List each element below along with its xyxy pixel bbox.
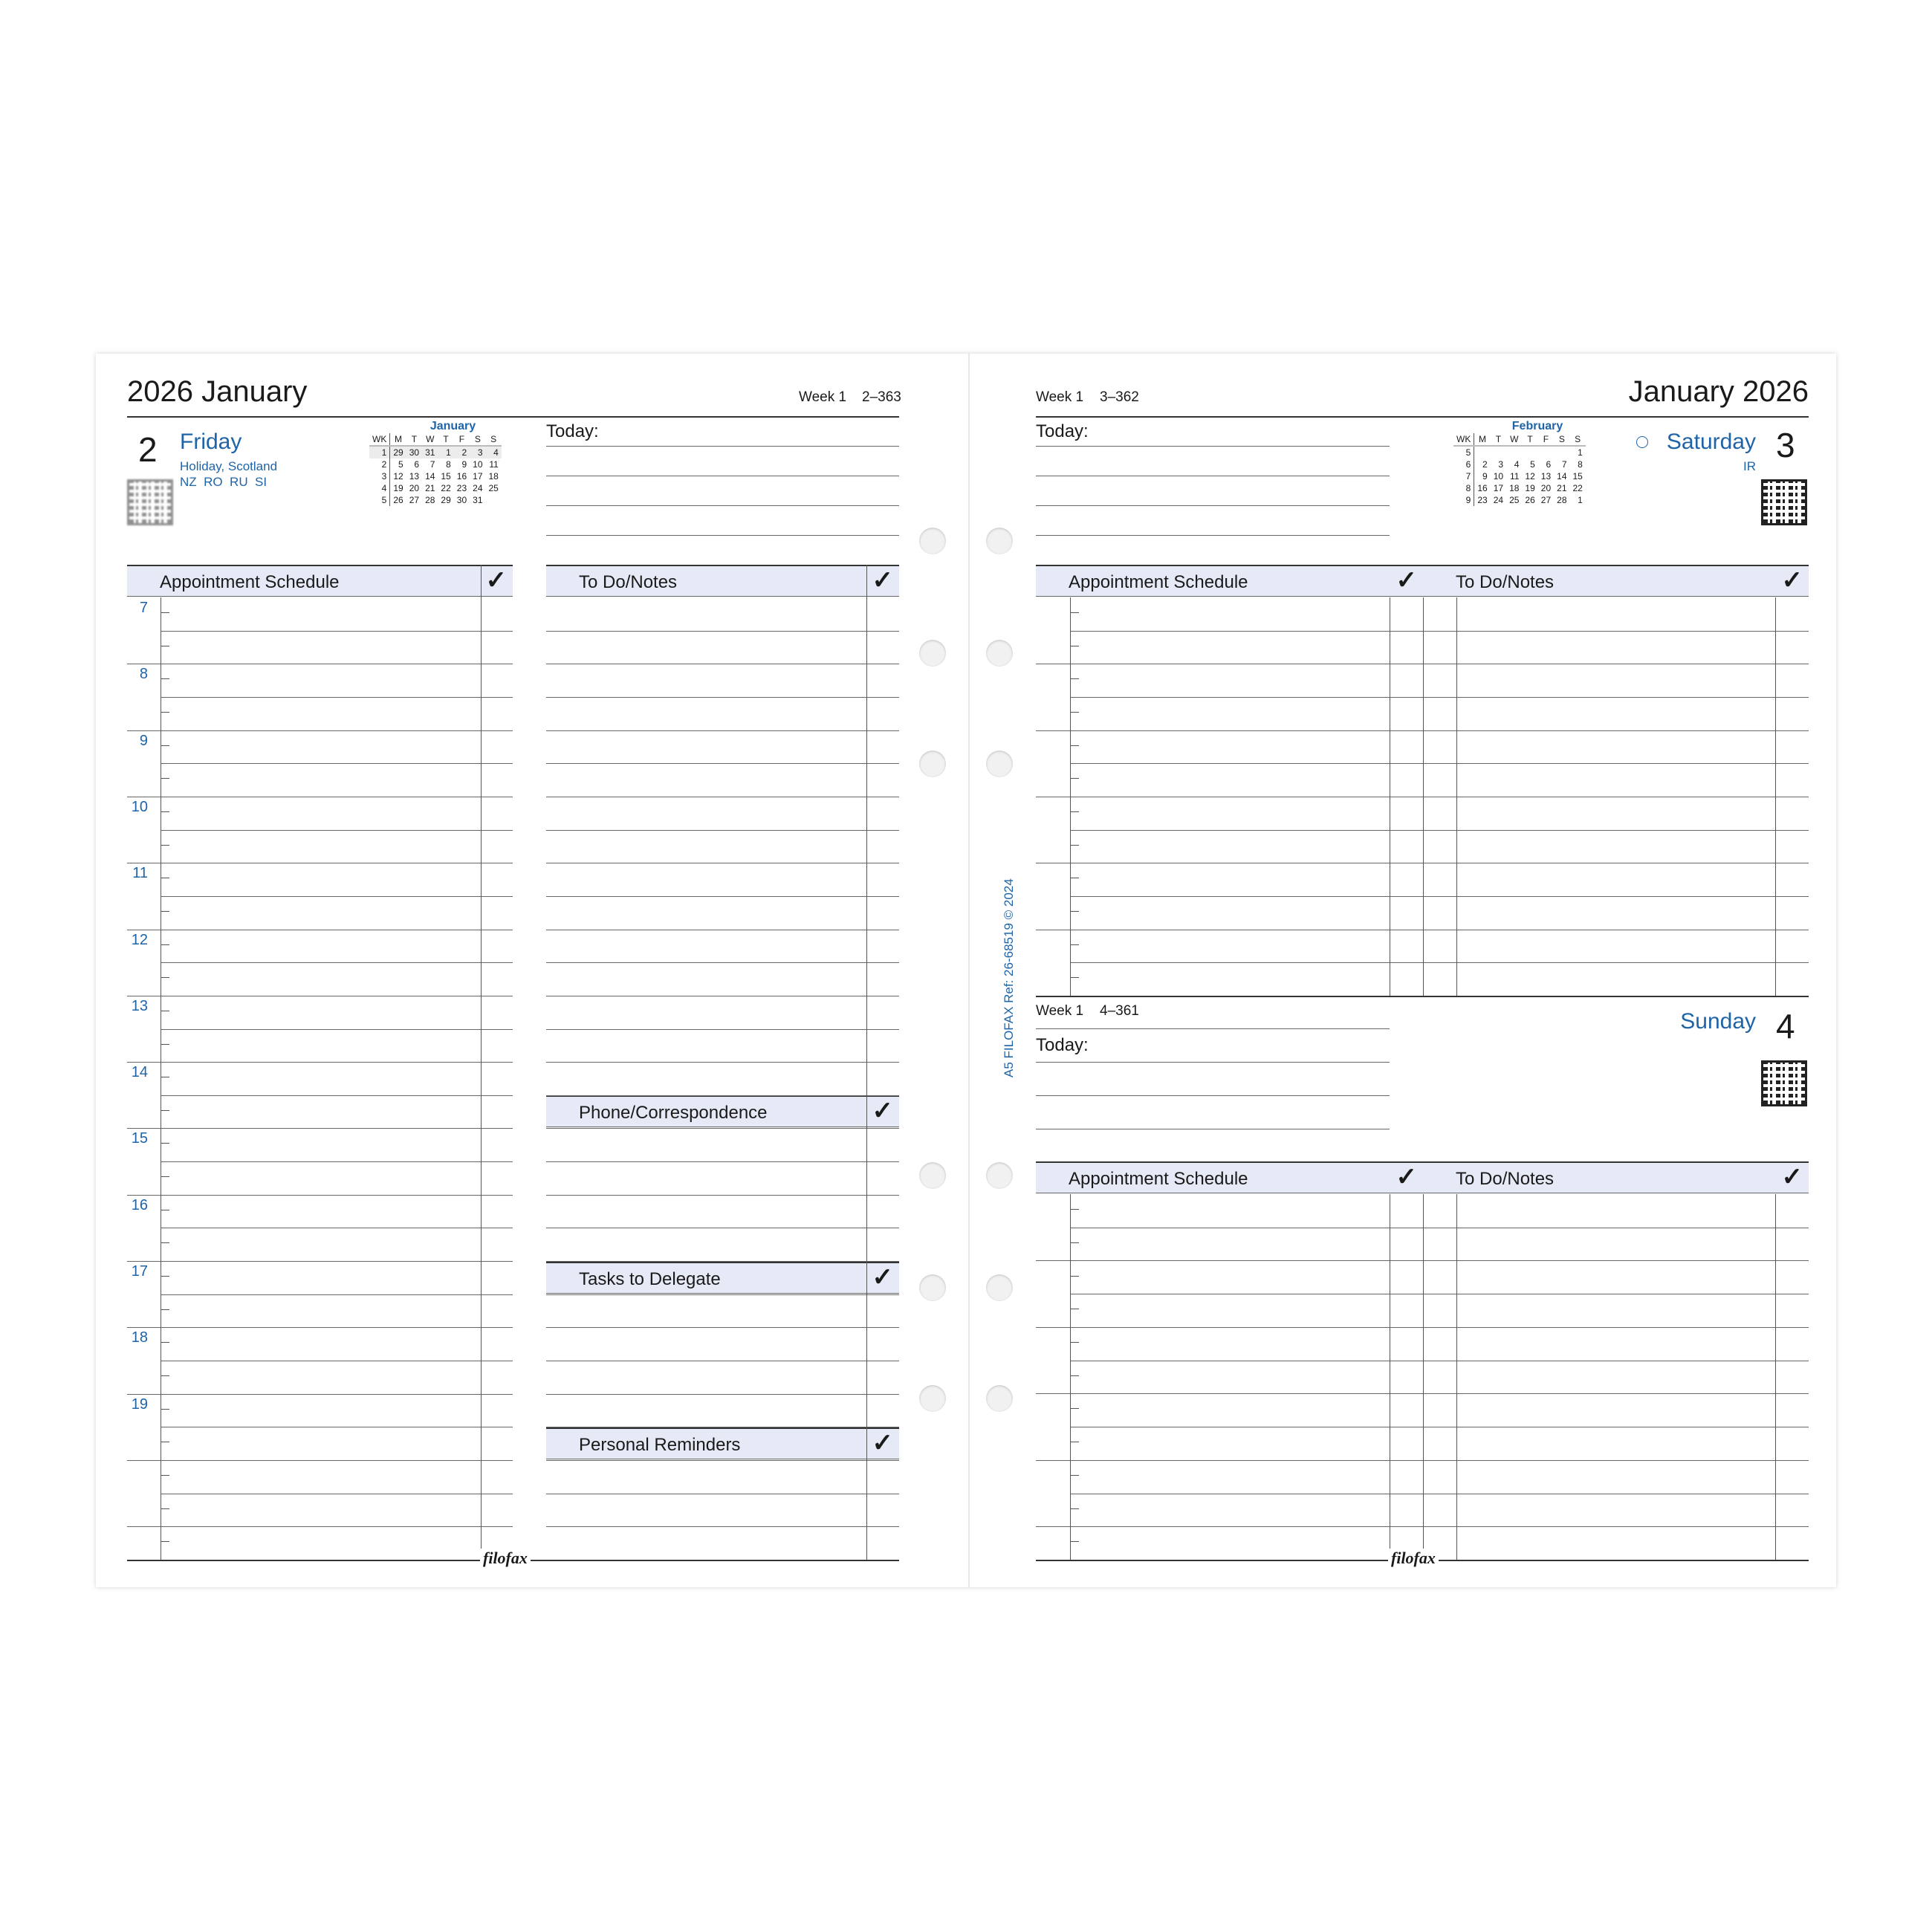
punch-hole (986, 1162, 1013, 1189)
todo-notes-header (1423, 565, 1809, 597)
check-icon: ✓ (1781, 1163, 1803, 1191)
calendar-day[interactable]: 21 (1557, 483, 1567, 493)
todo-row-line (546, 697, 899, 698)
calendar-day[interactable]: 2 (1482, 459, 1488, 470)
hour-label: 11 (132, 865, 148, 881)
today-line (546, 505, 899, 506)
half-hour-dash (161, 778, 169, 779)
calendar-day[interactable]: 28 (425, 495, 435, 505)
holiday-text: Holiday, Scotland (180, 459, 278, 473)
row-line (1036, 1460, 1809, 1461)
calendar-day[interactable]: 16 (456, 471, 467, 482)
calendar-day[interactable]: 1 (438, 446, 453, 458)
weekday-header: S (1554, 433, 1569, 446)
calendar-day[interactable] (1491, 446, 1506, 458)
todo-row-line (546, 1029, 899, 1030)
appointment-row-line (127, 1195, 513, 1196)
hour-label: 15 (131, 1130, 148, 1147)
half-hour-dash (161, 811, 169, 812)
tasks-to-delegate-header (546, 1262, 899, 1294)
todo-row-line (546, 1327, 899, 1328)
today-line (546, 535, 899, 536)
calendar-day[interactable]: 21 (425, 483, 435, 493)
today-line (1036, 1095, 1390, 1096)
phone-correspondence-header (546, 1095, 899, 1127)
todo-row-line (546, 962, 899, 963)
calendar-day[interactable]: 7 (429, 459, 435, 470)
row-line (1036, 730, 1809, 731)
row-line (1036, 1260, 1809, 1261)
half-hour-dash (1070, 1475, 1079, 1476)
appointment-row-line (161, 1294, 513, 1295)
row-line (1070, 962, 1809, 963)
hour-label: 12 (131, 932, 148, 948)
weekday-header: S (470, 433, 485, 446)
half-hour-dash (161, 1110, 169, 1111)
section-rule (1036, 996, 1809, 997)
appointment-row-line (127, 1394, 513, 1395)
holiday-countries: IR (1743, 459, 1756, 473)
calendar-day[interactable]: 23 (456, 483, 467, 493)
punch-hole (986, 528, 1013, 554)
column-line (1070, 1194, 1071, 1560)
appointment-schedule-label: Appointment Schedule (160, 572, 340, 592)
half-hour-dash (161, 1475, 169, 1476)
weekday-header: S (1570, 433, 1586, 446)
appointment-schedule-header (1036, 1161, 1423, 1193)
right-week-label: Week 1 (1036, 389, 1084, 405)
calendar-day[interactable]: 12 (393, 471, 403, 482)
today-line (546, 446, 899, 447)
appointment-row-line (127, 1327, 513, 1328)
punch-hole (986, 1274, 1013, 1301)
appointment-row-line (127, 1261, 513, 1262)
day-name: Saturday (1666, 429, 1756, 454)
half-hour-dash (1070, 745, 1079, 746)
planner-spread (96, 354, 1836, 1587)
hour-label: 13 (131, 998, 148, 1014)
calendar-day[interactable]: 22 (441, 483, 451, 493)
week-number[interactable]: 7 (1453, 470, 1474, 482)
day-name: Sunday (1680, 1009, 1756, 1034)
half-hour-dash (1070, 811, 1079, 812)
today-line (1036, 535, 1390, 536)
calendar-day[interactable]: 26 (1525, 495, 1535, 505)
appointment-row-line (127, 1128, 513, 1129)
mini-calendar-february (1453, 420, 1599, 506)
todo-row-line (546, 763, 899, 764)
punch-hole (919, 528, 946, 554)
calendar-day[interactable]: 27 (1540, 495, 1552, 505)
half-hour-dash (1070, 1276, 1079, 1277)
calendar-day[interactable]: 26 (393, 495, 403, 505)
half-hour-dash (1070, 845, 1079, 846)
half-hour-dash (161, 712, 169, 713)
check-icon: ✓ (1781, 566, 1803, 594)
appointment-row-line (161, 962, 513, 963)
mini-calendar-month: January (429, 420, 476, 432)
appointment-row-line (161, 1095, 513, 1096)
half-hour-dash (161, 1276, 169, 1277)
weekday-header: T (1491, 433, 1506, 446)
calendar-day[interactable]: 11 (1509, 471, 1520, 482)
calendar-day[interactable]: 18 (1509, 483, 1520, 493)
appointment-schedule-label: Appointment Schedule (1069, 572, 1248, 592)
hour-label: 8 (139, 666, 148, 682)
calendar-day[interactable]: 3 (1498, 459, 1504, 470)
half-hour-dash (1070, 778, 1079, 779)
calendar-day[interactable]: 31 (473, 495, 483, 505)
hour-label: 17 (131, 1263, 148, 1280)
appointment-schedule-header (1036, 565, 1423, 597)
todo-row-line (546, 1062, 899, 1063)
qr-code-icon (1761, 1060, 1807, 1106)
half-hour-dash (161, 1242, 169, 1243)
todo-row-line (546, 1161, 899, 1162)
hour-label: 7 (139, 600, 148, 616)
calendar-day[interactable]: 3 (470, 446, 485, 458)
todo-row-line (546, 1095, 899, 1096)
personal-reminders-label: Personal Reminders (579, 1435, 741, 1455)
hour-label: 10 (131, 799, 148, 815)
calendar-day[interactable]: 14 (425, 471, 435, 482)
hour-label: 9 (139, 733, 148, 749)
appointment-row-line (161, 763, 513, 764)
calendar-day[interactable]: 15 (441, 471, 451, 482)
check-icon: ✓ (872, 1263, 893, 1291)
half-hour-dash (161, 911, 169, 912)
check-icon: ✓ (1395, 566, 1417, 594)
day-name: Friday (180, 429, 242, 454)
calendar-day[interactable] (1538, 446, 1554, 458)
calendar-day[interactable]: 14 (1557, 471, 1567, 482)
todo-notes-label: To Do/Notes (1456, 1169, 1555, 1189)
half-hour-dash (161, 1508, 169, 1509)
appointment-row-line (127, 730, 513, 731)
calendar-day[interactable]: 19 (393, 483, 403, 493)
punch-hole (919, 640, 946, 667)
half-hour-dash (161, 1176, 169, 1177)
half-hour-dash (1070, 712, 1079, 713)
calendar-day[interactable]: 15 (1572, 471, 1583, 482)
week-number[interactable]: 5 (1453, 446, 1474, 458)
left-week-label: Week 1 (799, 389, 847, 405)
check-column-line (481, 565, 482, 1560)
row-line (1070, 763, 1809, 764)
filofax-logo: filofax (480, 1549, 531, 1568)
calendar-day[interactable]: 19 (1525, 483, 1535, 493)
right-daycount: 3–362 (1100, 389, 1139, 405)
appointment-schedule-header (127, 565, 513, 597)
personal-reminders-header (546, 1427, 899, 1459)
half-hour-dash (161, 1409, 169, 1410)
calendar-day[interactable]: 8 (446, 459, 451, 470)
todo-row-line (546, 1460, 899, 1461)
half-hour-dash (1070, 678, 1079, 679)
check-icon: ✓ (1395, 1163, 1417, 1191)
mini-calendar-january (369, 420, 514, 506)
check-icon: ✓ (872, 566, 893, 594)
appointment-row-line (161, 830, 513, 831)
todo-notes-header (1423, 1161, 1809, 1193)
half-hour-dash (1070, 977, 1079, 978)
qr-code-icon (1761, 479, 1807, 525)
hour-label: 14 (131, 1064, 148, 1080)
todo-row-line (546, 1261, 899, 1262)
calendar-day[interactable]: 8 (1578, 459, 1583, 470)
mini-calendar-month: February (1511, 420, 1563, 432)
calendar-day[interactable] (1554, 446, 1569, 458)
half-hour-dash (161, 1044, 169, 1045)
calendar-day[interactable]: 6 (1546, 459, 1552, 470)
right-page-title: January 2026 (1628, 375, 1809, 408)
calendar-day[interactable] (1522, 446, 1537, 458)
column-line (1456, 597, 1457, 996)
week-number[interactable]: 5 (369, 494, 390, 506)
week-number[interactable]: 9 (1453, 494, 1474, 506)
todo-row-line (546, 730, 899, 731)
row-line (1070, 896, 1809, 897)
calendar-day[interactable]: 25 (488, 483, 499, 493)
weekday-header: F (454, 433, 470, 446)
calendar-day[interactable]: 2 (454, 446, 470, 458)
calendar-day[interactable]: 24 (1493, 495, 1504, 505)
column-line (1775, 597, 1776, 996)
todo-row-line (546, 1526, 899, 1527)
appointment-row-line (161, 1029, 513, 1030)
column-line (1423, 1194, 1424, 1560)
row-line (1070, 697, 1809, 698)
half-hour-dash (161, 1309, 169, 1310)
half-hour-dash (161, 1342, 169, 1343)
row-line (1036, 1526, 1809, 1527)
punch-hole (986, 1385, 1013, 1412)
qr-code-icon (127, 479, 173, 525)
week-number[interactable]: 1 (369, 446, 390, 458)
today-line (1036, 446, 1390, 447)
column-line (1070, 597, 1071, 996)
weekday-header: S (486, 433, 502, 446)
calendar-day[interactable]: 9 (1482, 471, 1488, 482)
calendar-day[interactable]: 29 (390, 446, 406, 458)
check-icon: ✓ (872, 1429, 893, 1457)
todo-notes-label: To Do/Notes (1456, 572, 1555, 592)
sunday-daycount: 4–361 (1100, 1003, 1139, 1019)
calendar-day[interactable]: 13 (1540, 471, 1552, 482)
calendar-day[interactable]: 1 (1578, 495, 1583, 505)
appointment-row-line (161, 896, 513, 897)
calendar-day[interactable]: 27 (409, 495, 420, 505)
todo-row-line (546, 1294, 899, 1295)
calendar-day[interactable]: 17 (473, 471, 483, 482)
weekday-header: F (1538, 433, 1554, 446)
hour-label: 19 (131, 1396, 148, 1413)
appointment-row-line (127, 1526, 513, 1527)
calendar-day[interactable]: 12 (1525, 471, 1535, 482)
calendar-day[interactable]: 30 (456, 495, 467, 505)
hour-label: 18 (131, 1329, 148, 1346)
today-line (1036, 1062, 1390, 1063)
half-hour-dash (1070, 1209, 1079, 1210)
todo-row-line (546, 1195, 899, 1196)
todo-notes-label: To Do/Notes (579, 572, 678, 592)
calendar-day[interactable]: 11 (489, 459, 499, 470)
weekday-header: M (1474, 433, 1491, 446)
mini-calendar-grid (1453, 433, 1586, 506)
todo-row-line (546, 830, 899, 831)
holiday-countries: NZ RO RU SI (180, 475, 268, 489)
calendar-day[interactable]: 4 (1514, 459, 1520, 470)
half-hour-dash (161, 745, 169, 746)
weekday-header: M (390, 433, 406, 446)
calendar-day[interactable]: 10 (473, 459, 483, 470)
half-hour-dash (161, 977, 169, 978)
check-icon: ✓ (485, 566, 507, 594)
sunday-week-label: Week 1 (1036, 1003, 1084, 1019)
mini-calendar-grid (369, 433, 502, 506)
week-number[interactable]: 8 (1453, 482, 1474, 494)
appointment-schedule-label: Appointment Schedule (1069, 1169, 1248, 1189)
calendar-day[interactable]: 20 (409, 483, 420, 493)
week-number[interactable]: 2 (369, 458, 390, 470)
calendar-day[interactable]: 29 (441, 495, 451, 505)
calendar-day[interactable]: 25 (1509, 495, 1520, 505)
left-page-title: 2026 January (127, 375, 308, 408)
day-number: 3 (1776, 426, 1795, 464)
half-hour-dash (1070, 1541, 1079, 1542)
weekday-header: T (438, 433, 453, 446)
half-hour-dash (1070, 1508, 1079, 1509)
calendar-day[interactable]: 5 (1530, 459, 1535, 470)
column-line (1775, 1194, 1776, 1560)
today-label: Today: (1036, 421, 1089, 441)
today-line (1036, 505, 1390, 506)
half-hour-dash (161, 845, 169, 846)
calendar-day[interactable]: 23 (1477, 495, 1488, 505)
today-label: Today: (546, 421, 599, 441)
punch-hole (986, 640, 1013, 667)
half-hour-dash (161, 1375, 169, 1376)
calendar-day[interactable] (1474, 446, 1491, 458)
half-hour-dash (161, 612, 169, 613)
calendar-day[interactable]: 30 (406, 446, 422, 458)
day-number: 2 (138, 430, 158, 469)
calendar-day[interactable]: 17 (1493, 483, 1504, 493)
appointment-row-line (161, 631, 513, 632)
calendar-day[interactable] (1506, 446, 1522, 458)
calendar-day[interactable]: 24 (473, 483, 483, 493)
half-hour-dash (161, 944, 169, 945)
calendar-day[interactable]: 16 (1477, 483, 1488, 493)
weekday-header: WK (1453, 433, 1474, 446)
phone-correspondence-label: Phone/Correspondence (579, 1103, 768, 1123)
title-rule (1036, 416, 1809, 418)
calendar-day[interactable]: 13 (409, 471, 420, 482)
calendar-day[interactable]: 31 (422, 446, 438, 458)
calendar-day[interactable]: 18 (488, 471, 499, 482)
row-line (1036, 1327, 1809, 1328)
punch-hole (919, 1274, 946, 1301)
weekday-header: T (406, 433, 422, 446)
spine-reference-text: A5 FILOFAX Ref: 26-68519 © 2024 (1002, 878, 1016, 1077)
half-hour-dash (1070, 612, 1079, 613)
calendar-day[interactable]: 20 (1540, 483, 1552, 493)
half-hour-dash (1070, 1408, 1079, 1409)
half-hour-dash (1070, 1342, 1079, 1343)
week-number[interactable]: 3 (369, 470, 390, 482)
appointment-row-line (127, 1460, 513, 1461)
weekday-header: T (1522, 433, 1537, 446)
weekday-header: WK (369, 433, 390, 446)
calendar-day[interactable]: 28 (1557, 495, 1567, 505)
half-hour-dash (161, 678, 169, 679)
hour-label: 16 (131, 1197, 148, 1213)
today-line (1036, 1028, 1390, 1029)
punch-hole (919, 751, 946, 777)
calendar-day[interactable]: 4 (486, 446, 502, 458)
filofax-logo: filofax (1388, 1549, 1439, 1568)
punch-hole (919, 1162, 946, 1189)
todo-row-line (546, 896, 899, 897)
calendar-day[interactable]: 22 (1572, 483, 1583, 493)
calendar-day[interactable]: 7 (1561, 459, 1567, 470)
todo-row-line (546, 631, 899, 632)
calendar-day[interactable]: 9 (461, 459, 467, 470)
row-line (1070, 631, 1809, 632)
half-hour-dash (1070, 1242, 1079, 1243)
todo-row-line (546, 1128, 899, 1129)
page-fold (968, 354, 970, 1587)
punch-hole (986, 751, 1013, 777)
calendar-day[interactable]: 6 (414, 459, 420, 470)
left-daycount: 2–363 (862, 389, 901, 405)
check-column-line (866, 565, 867, 1560)
todo-row-line (546, 1394, 899, 1395)
calendar-day[interactable]: 5 (398, 459, 403, 470)
title-rule (127, 416, 899, 418)
half-hour-dash (161, 1143, 169, 1144)
appointment-row-line (127, 1062, 513, 1063)
weekday-header: W (422, 433, 438, 446)
row-line (1036, 1393, 1809, 1394)
calendar-day[interactable]: 10 (1493, 471, 1504, 482)
calendar-day[interactable]: 1 (1578, 447, 1583, 458)
week-number[interactable]: 4 (369, 482, 390, 494)
week-number[interactable]: 6 (1453, 458, 1474, 470)
today-label: Today: (1036, 1035, 1089, 1055)
half-hour-dash (1070, 944, 1079, 945)
row-line (1070, 830, 1809, 831)
moon-phase-icon (1636, 436, 1648, 448)
half-hour-dash (1070, 1375, 1079, 1376)
todo-notes-header (546, 565, 899, 597)
appointment-row-line (161, 697, 513, 698)
punch-hole (919, 1385, 946, 1412)
half-hour-dash (1070, 911, 1079, 912)
tasks-to-delegate-label: Tasks to Delegate (579, 1269, 721, 1289)
day-number: 4 (1776, 1007, 1795, 1046)
half-hour-dash (161, 1541, 169, 1542)
calendar-day[interactable] (486, 494, 502, 506)
check-icon: ✓ (872, 1097, 893, 1125)
column-line (1423, 597, 1424, 996)
weekday-header: W (1506, 433, 1522, 446)
column-line (1456, 1194, 1457, 1560)
appointment-row-line (161, 1161, 513, 1162)
